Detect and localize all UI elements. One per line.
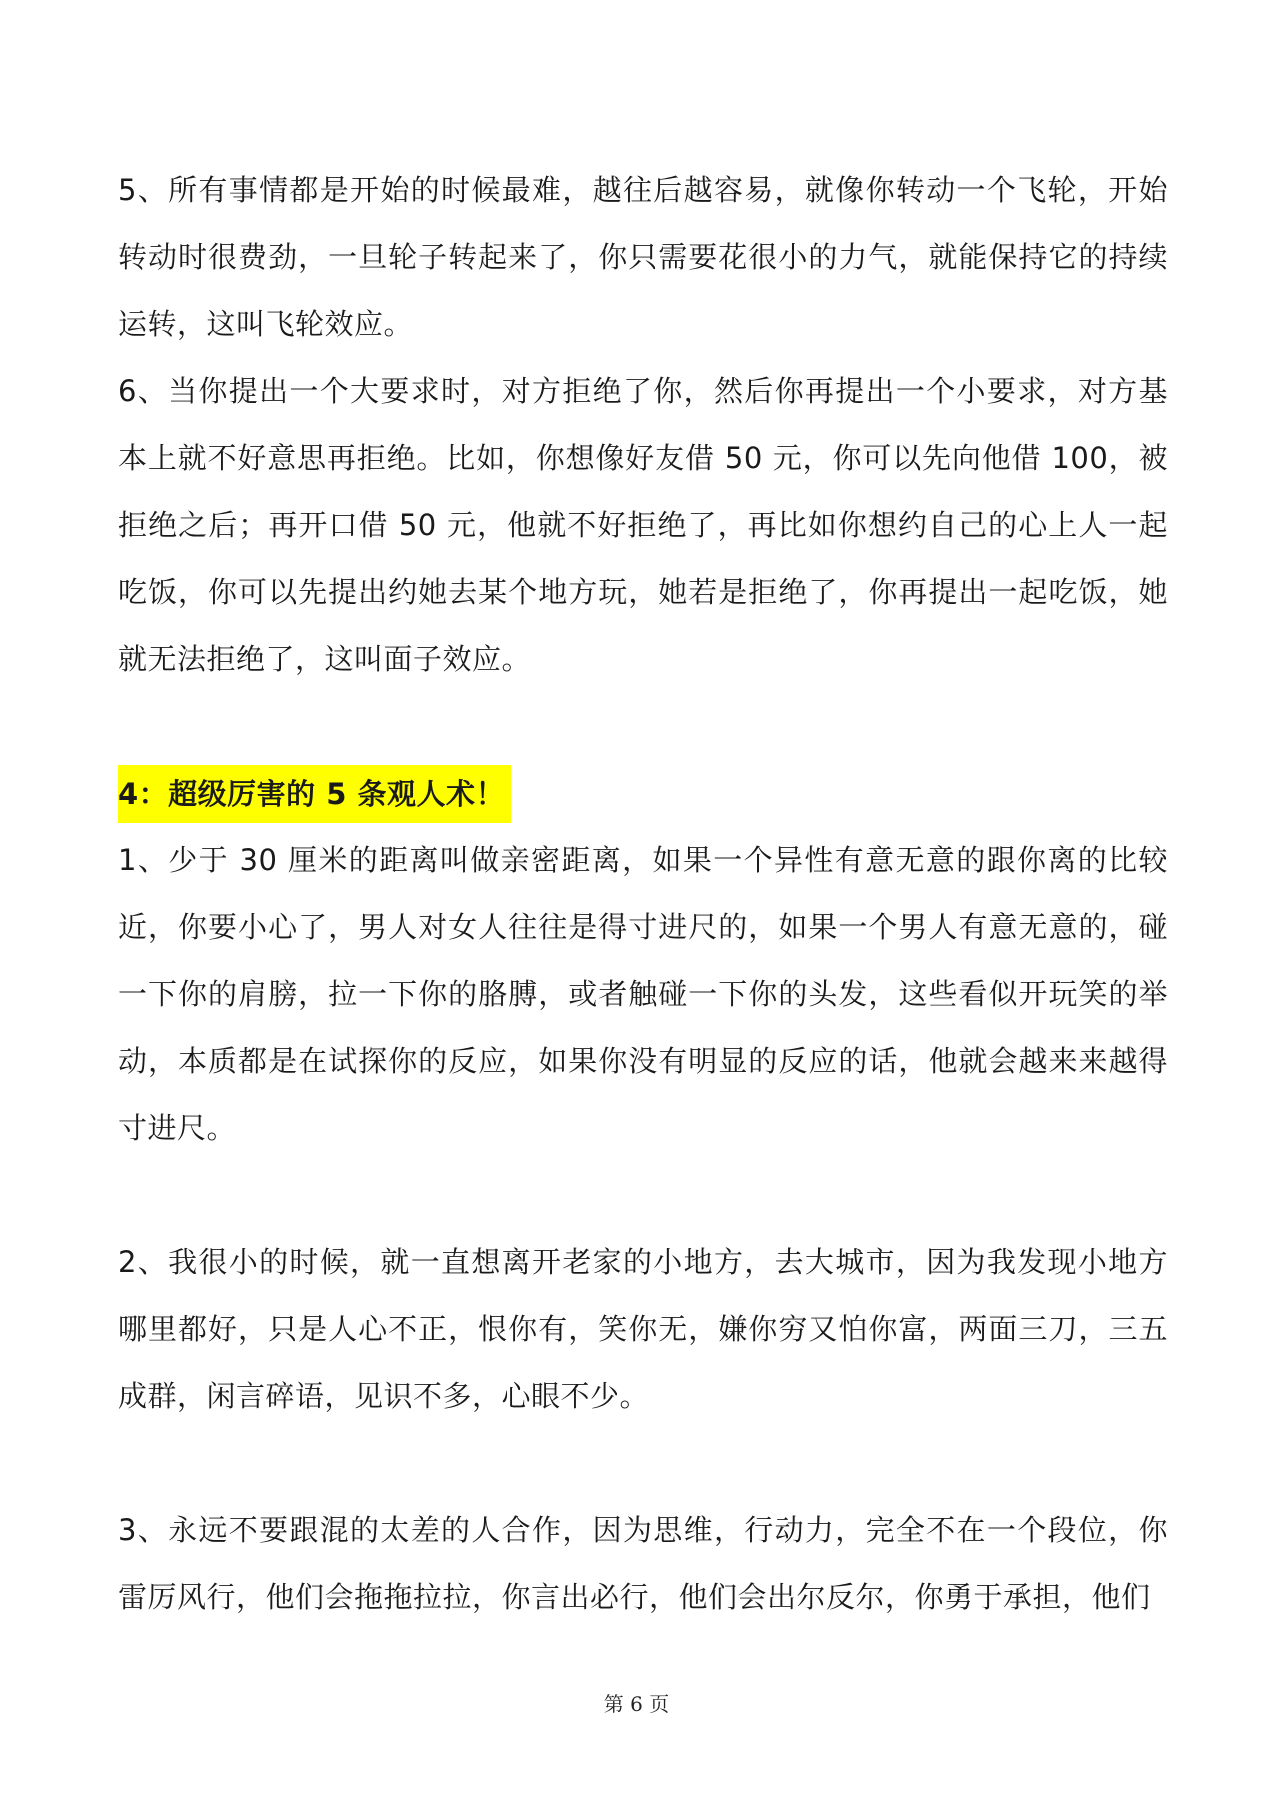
section-heading-row bbox=[118, 760, 1168, 827]
paragraph-spacer bbox=[118, 693, 1168, 760]
page-number: 第 6 页 bbox=[603, 1692, 670, 1716]
section-paragraph-3: 3、永远不要跟混的太差的人合作，因为思维，行动力，完全不在一个段位，你雷厉风行，他们会拖拖拉拉，你言出必行，他们会出尔反尔，你勇于承担，他们 bbox=[118, 1513, 1168, 1614]
paragraph-5-flywheel-effect: 5、所有事情都是开始的时候最难，越往后越容易，就像你转动一个飞轮，开始转动时很费劲，一旦轮子转起来了，你只需要花很小的力气，就能保持它的持续运转，这叫飞轮效应。 bbox=[118, 173, 1168, 341]
document-body bbox=[118, 157, 1168, 1631]
paragraph-spacer bbox=[118, 1430, 1168, 1497]
section-paragraph-1: 1、少于 30 厘米的距离叫做亲密距离，如果一个异性有意无意的跟你离的比较近，你要小心了，男人对女人往往是得寸进尺的，如果一个男人有意无意的，碰一下你的肩膀，拉一下你的胳膊，或者触碰一下你的头发，这些看似开玩笑的举动，本质都是在试探你的反应，如果你没有明显的反应的话，他就会越来来越得寸进尺。 bbox=[118, 843, 1168, 1145]
section-paragraph-2: 2、我很小的时候，就一直想离开老家的小地方，去大城市，因为我发现小地方哪里都好，只是人心不正，恨你有，笑你无，嫌你穷又怕你富，两面三刀，三五成群，闲言碎语，见识不多，心眼不少。 bbox=[118, 1245, 1168, 1413]
section-heading: 4：超级厉害的 5 条观人术！ bbox=[118, 765, 511, 823]
paragraph-spacer bbox=[118, 1162, 1168, 1229]
paragraph-6-face-effect: 6、当你提出一个大要求时，对方拒绝了你，然后你再提出一个小要求，对方基本上就不好意思再拒绝。比如，你想像好友借 50 元，你可以先向他借 100，被拒绝之后；再开口借 50 元，他就不好拒绝了，再比如你想约自己的心上人一起吃饭，你可以先提出约她去某个地方玩，她若是拒绝了，你再提出一起吃饭，她就无法拒绝了，这叫面子效应。 bbox=[118, 374, 1168, 676]
